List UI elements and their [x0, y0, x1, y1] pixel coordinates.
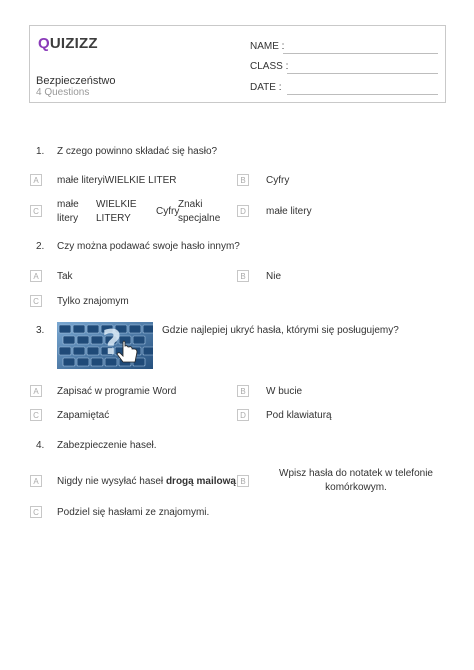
option-letter: D — [237, 409, 249, 421]
option-letter: A — [30, 174, 42, 186]
option-letter: A — [30, 385, 42, 397]
option-text-part[interactable]: małe litery — [57, 199, 79, 224]
option-letter: B — [237, 270, 249, 282]
option-text[interactable]: małe literyiWIELKIE LITER — [57, 175, 177, 186]
option-text-part[interactable]: Znaki specjalne — [178, 199, 221, 224]
logo-rest: UIZIZZ — [49, 35, 98, 52]
option-letter: D — [237, 205, 249, 217]
option-text[interactable]: W bucie — [266, 386, 303, 397]
option-letter: A — [30, 475, 42, 487]
option-letter: B — [237, 385, 249, 397]
option-letter: A — [30, 270, 42, 282]
question-text: Gdzie najlepiej ukryć hasła, którymi się posługujemy? — [162, 325, 399, 336]
question-text: Z czego powinno składać się hasło? — [57, 146, 218, 157]
question-text: Zabezpieczenie haseł. — [57, 440, 157, 451]
quizizz-logo — [38, 35, 98, 52]
class-label: CLASS : — [250, 61, 289, 72]
option-text[interactable]: Tylko znajomym — [57, 296, 129, 307]
svg-text:?: ? — [102, 323, 122, 363]
option-text[interactable]: Zapamiętać — [57, 410, 110, 421]
option-letter: C — [30, 409, 42, 421]
date-field[interactable] — [287, 94, 438, 95]
option-text[interactable]: Wpisz hasła do notatek w telefonie komórkowym. — [279, 468, 433, 493]
question-number: 4. — [36, 440, 45, 451]
option-text[interactable]: Cyfry — [266, 175, 290, 186]
option-text[interactable] — [57, 476, 239, 487]
name-label: NAME : — [250, 41, 285, 52]
keyboard-question-image — [57, 322, 153, 369]
option-letter: C — [30, 506, 42, 518]
option-text-end: . — [235, 476, 239, 487]
question-count: 4 Questions — [36, 87, 90, 98]
option-text[interactable]: Podziel się hasłami ze znajomymi. — [57, 507, 210, 518]
option-text[interactable]: Tak — [57, 271, 73, 282]
question-text: Czy można podawać swoje hasło innym? — [57, 241, 240, 252]
question-number: 2. — [36, 241, 45, 252]
worksheet-title: Bezpieczeństwo — [36, 75, 116, 87]
option-letter: B — [237, 475, 249, 487]
option-text[interactable]: Zapisać w programie Word — [57, 386, 177, 397]
class-field[interactable] — [287, 73, 438, 74]
logo-accent: Q — [38, 35, 50, 52]
option-text[interactable]: małe litery — [266, 206, 312, 217]
option-letter: B — [237, 174, 249, 186]
date-label: DATE : — [250, 82, 282, 93]
option-text-part[interactable]: Cyfry — [156, 206, 180, 217]
option-text[interactable]: Nie — [266, 271, 282, 282]
question-number: 1. — [36, 146, 45, 157]
option-text-start: Nigdy nie wysyłać haseł — [57, 476, 166, 487]
question-number: 3. — [36, 325, 45, 336]
option-text-bold: drogą mailową — [165, 476, 236, 487]
option-letter: C — [30, 295, 42, 307]
option-text-part[interactable]: WIELKIE LITERY — [96, 199, 137, 224]
option-letter: C — [30, 205, 42, 217]
option-text[interactable]: Pod klawiaturą — [266, 410, 332, 421]
name-field[interactable] — [283, 53, 438, 54]
